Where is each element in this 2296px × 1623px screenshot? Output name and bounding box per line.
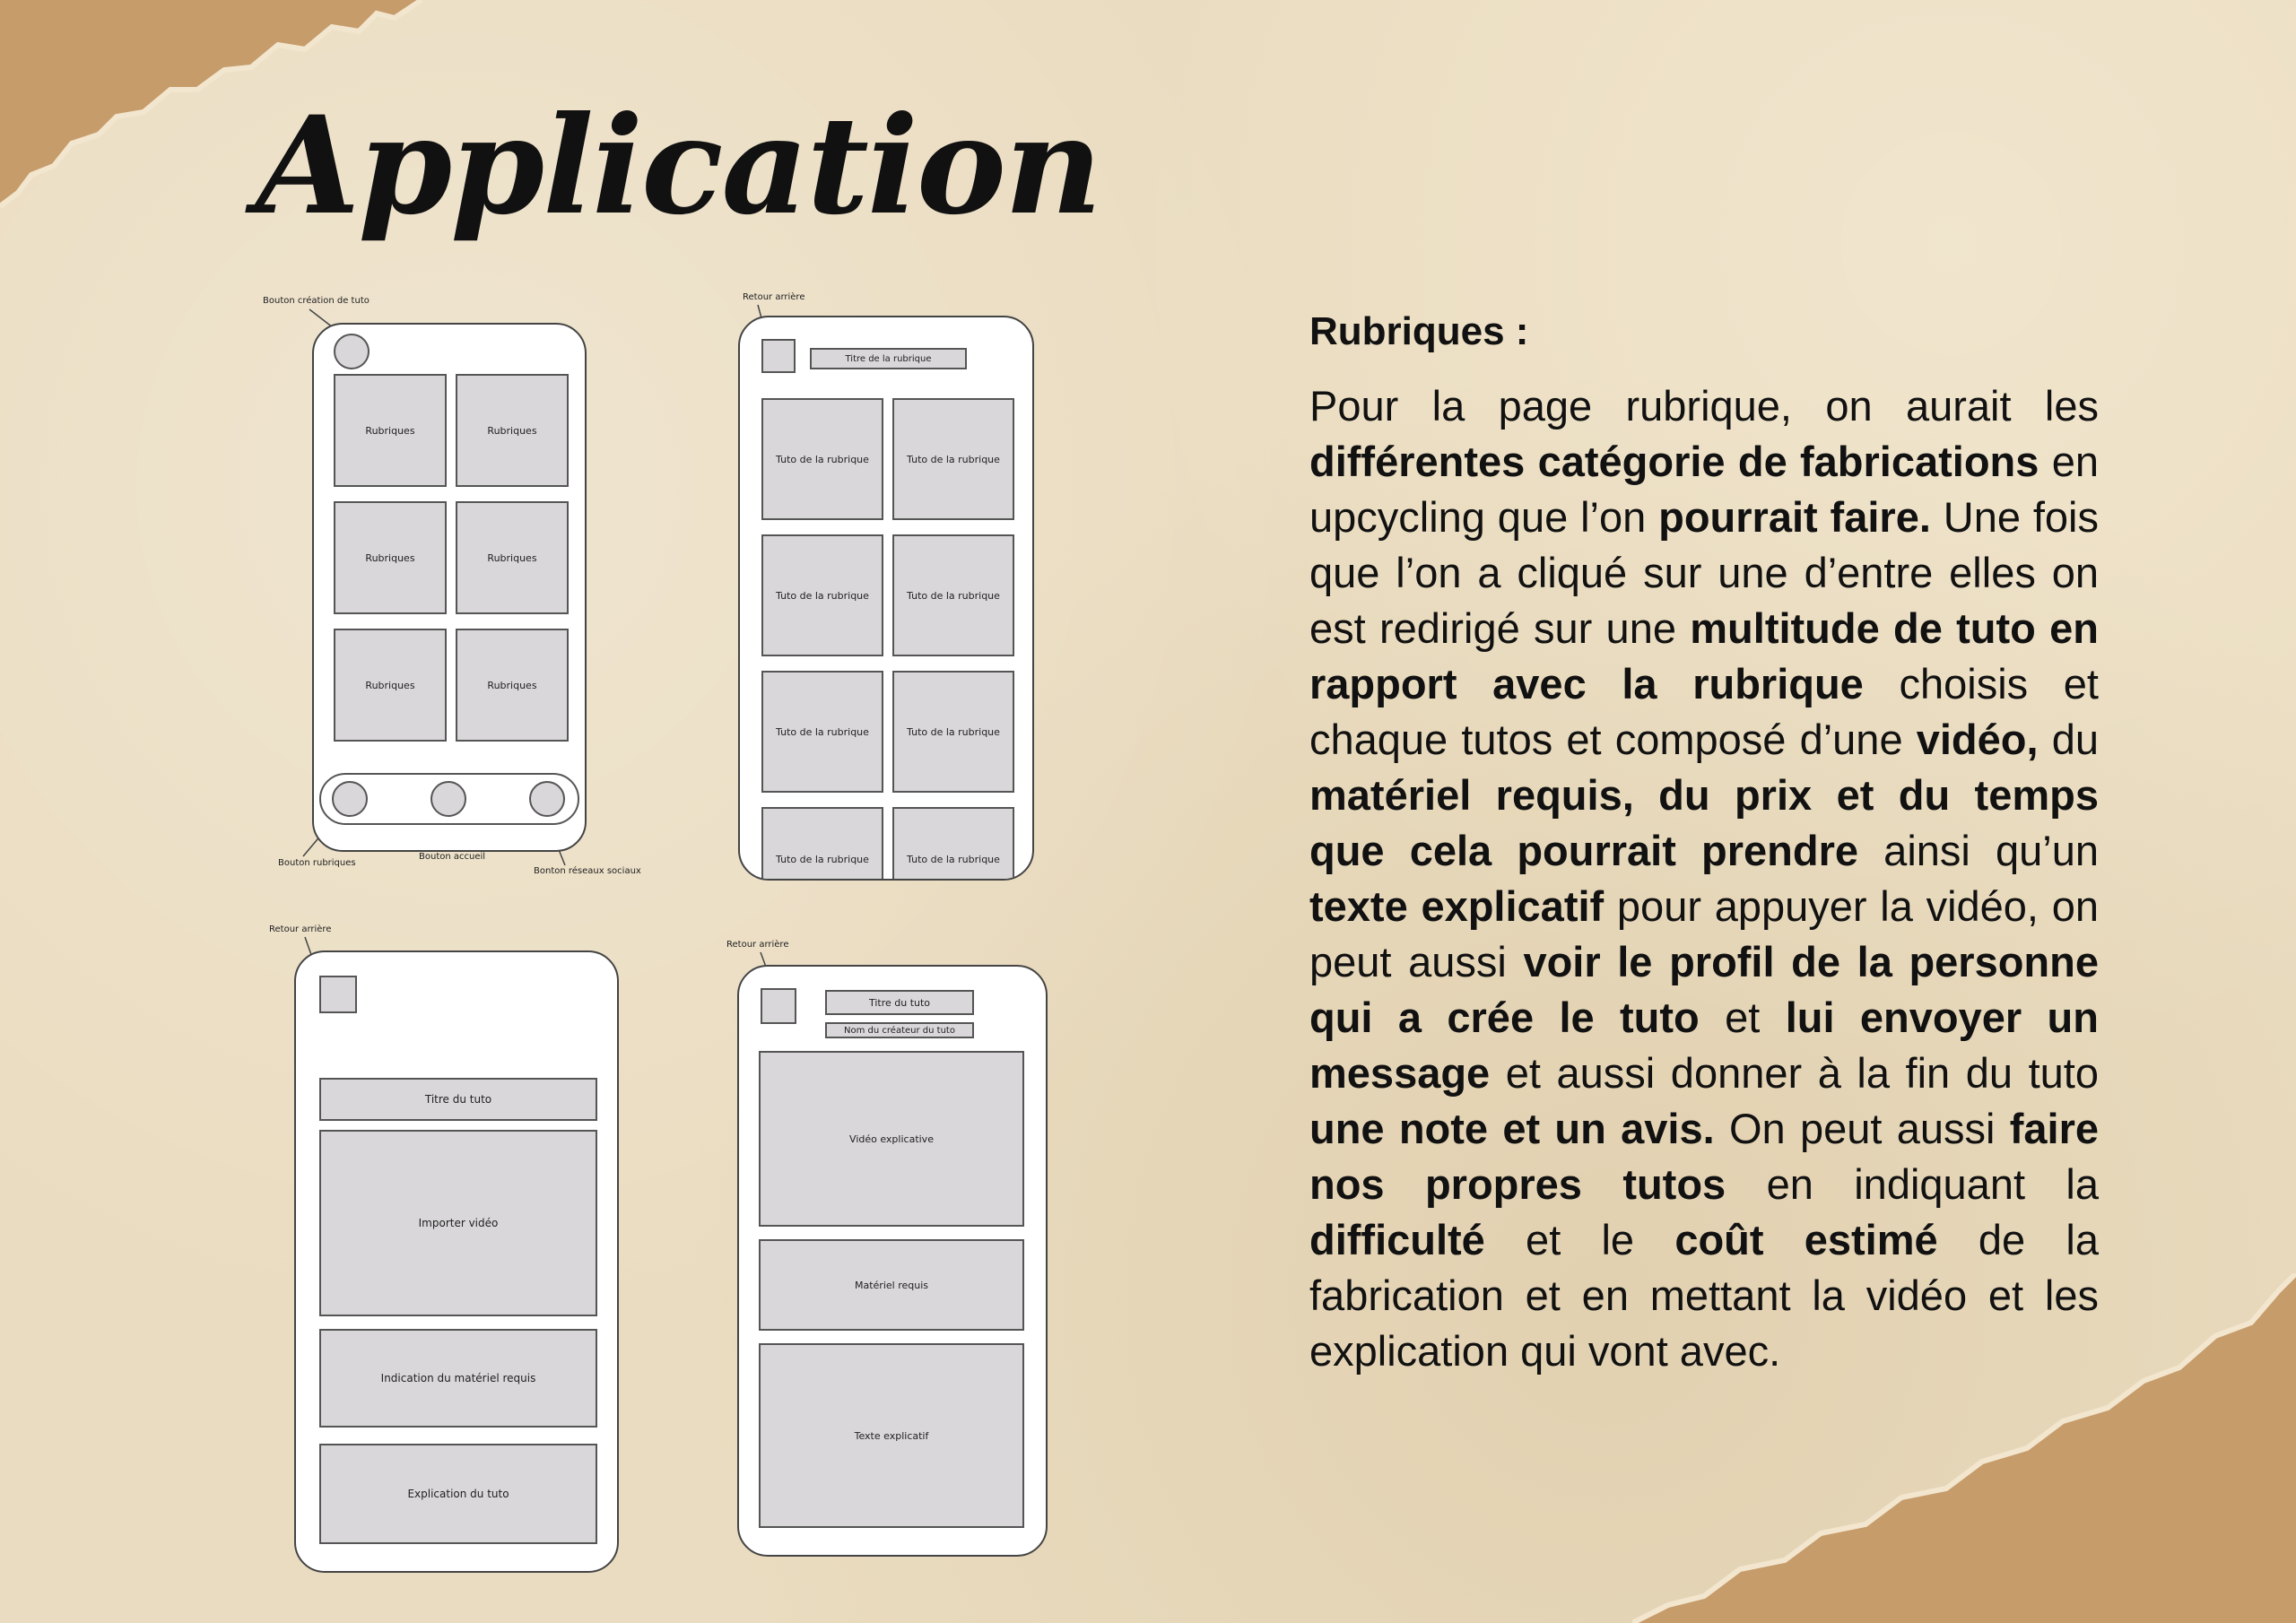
annotation-back-button: Retour arrière	[726, 940, 789, 950]
back-button[interactable]	[319, 976, 357, 1013]
tuto-tile[interactable]: Tuto de la rubrique	[892, 807, 1014, 881]
text-emphasis: vidéo,	[1916, 716, 2039, 763]
nav-social-button[interactable]	[529, 781, 565, 817]
rubrique-tile[interactable]: Rubriques	[334, 629, 447, 742]
annotation-home-button: Bouton accueil	[419, 852, 486, 862]
rubrique-tile[interactable]: Rubriques	[456, 501, 569, 614]
rubrique-title: Titre de la rubrique	[810, 348, 967, 369]
text-emphasis: voir le profil de la personne qui a crée le tuto	[1309, 938, 2099, 1041]
text-emphasis: faire nos propres tutos	[1309, 1105, 2099, 1208]
text-emphasis: coût estimé	[1674, 1216, 1938, 1263]
back-button[interactable]	[761, 988, 796, 1024]
text-segment: et le	[1484, 1216, 1675, 1263]
text-segment: Pour la page rubrique, on aurait les	[1309, 382, 2099, 430]
wireframe-home	[312, 323, 587, 852]
wireframe-create-tuto	[294, 950, 619, 1573]
text-segment: en upcycling que l’on	[1309, 438, 2100, 541]
text-emphasis: une note et un avis.	[1309, 1105, 1715, 1152]
import-video-button[interactable]: Importer vidéo	[319, 1130, 597, 1316]
video-player[interactable]: Vidéo explicative	[759, 1051, 1024, 1227]
text-segment: du	[2038, 716, 2099, 763]
section-heading: Rubriques :	[1309, 309, 1529, 353]
annotation-create-button: Bouton création de tuto	[263, 296, 370, 306]
material-section: Matériel requis	[759, 1239, 1024, 1331]
tuto-tile[interactable]: Tuto de la rubrique	[892, 398, 1014, 520]
page-title: Application	[256, 87, 1101, 245]
bottom-nav	[319, 773, 579, 825]
back-button[interactable]	[761, 339, 796, 373]
text-emphasis: matériel requis, du prix et du temps que cela pourrait prendre	[1309, 771, 2099, 874]
text-emphasis: différentes catégorie de fabrications	[1309, 438, 2039, 485]
text-segment: pour appuyer la vidéo, on peut aussi	[1309, 882, 2099, 985]
text-segment: ainsi qu’un	[1858, 827, 2099, 874]
nav-rubriques-button[interactable]	[332, 781, 368, 817]
tuto-title-input[interactable]: Titre du tuto	[319, 1078, 597, 1121]
text-emphasis: pourrait faire.	[1658, 493, 1931, 541]
text-emphasis: texte explicatif	[1309, 882, 1605, 930]
creator-name-link[interactable]: Nom du créateur du tuto	[825, 1022, 974, 1038]
wireframe-tuto-detail	[737, 965, 1048, 1557]
text-segment: On peut aussi	[1714, 1105, 2010, 1152]
annotation-back-button: Retour arrière	[269, 924, 332, 934]
rubrique-tile[interactable]: Rubriques	[334, 374, 447, 487]
tuto-tile[interactable]: Tuto de la rubrique	[761, 534, 883, 656]
rubrique-tile[interactable]: Rubriques	[456, 629, 569, 742]
text-emphasis: difficulté	[1309, 1216, 1485, 1263]
annotation-back-button: Retour arrière	[743, 292, 805, 302]
text-emphasis: multitude de tuto en rapport avec la rubrique	[1309, 604, 2099, 707]
annotation-social-button: Bonton réseaux sociaux	[534, 866, 641, 876]
tuto-title: Titre du tuto	[825, 990, 974, 1015]
annotation-rubriques-button: Bouton rubriques	[278, 858, 356, 868]
tuto-tile[interactable]: Tuto de la rubrique	[892, 534, 1014, 656]
rubrique-tile[interactable]: Rubriques	[334, 501, 447, 614]
material-input[interactable]: Indication du matériel requis	[319, 1329, 597, 1428]
text-segment: de la fabrication et en mettant la vidéo et les explication qui vont avec.	[1309, 1216, 2100, 1375]
explanation-input[interactable]: Explication du tuto	[319, 1444, 597, 1544]
tuto-tile[interactable]: Tuto de la rubrique	[761, 807, 883, 881]
create-tuto-button[interactable]	[334, 334, 370, 369]
section-description	[1309, 378, 2099, 1379]
rubrique-tile[interactable]: Rubriques	[456, 374, 569, 487]
text-segment: et	[1699, 994, 1786, 1041]
text-segment: Une fois que l’on a cliqué sur une d’entre elles on est redirigé sur une	[1309, 493, 2099, 652]
text-emphasis: lui envoyer un message	[1309, 994, 2099, 1097]
wireframe-rubrique	[738, 316, 1034, 881]
explanation-section: Texte explicatif	[759, 1343, 1024, 1528]
text-segment: en indiquant la	[1726, 1160, 2099, 1208]
nav-home-button[interactable]	[430, 781, 466, 817]
text-segment: choisis et chaque tutos et composé d’une	[1309, 660, 2099, 763]
text-segment: et aussi donner à la fin du tuto	[1490, 1049, 2099, 1097]
tuto-tile[interactable]: Tuto de la rubrique	[892, 671, 1014, 793]
tuto-tile[interactable]: Tuto de la rubrique	[761, 671, 883, 793]
tuto-tile[interactable]: Tuto de la rubrique	[761, 398, 883, 520]
